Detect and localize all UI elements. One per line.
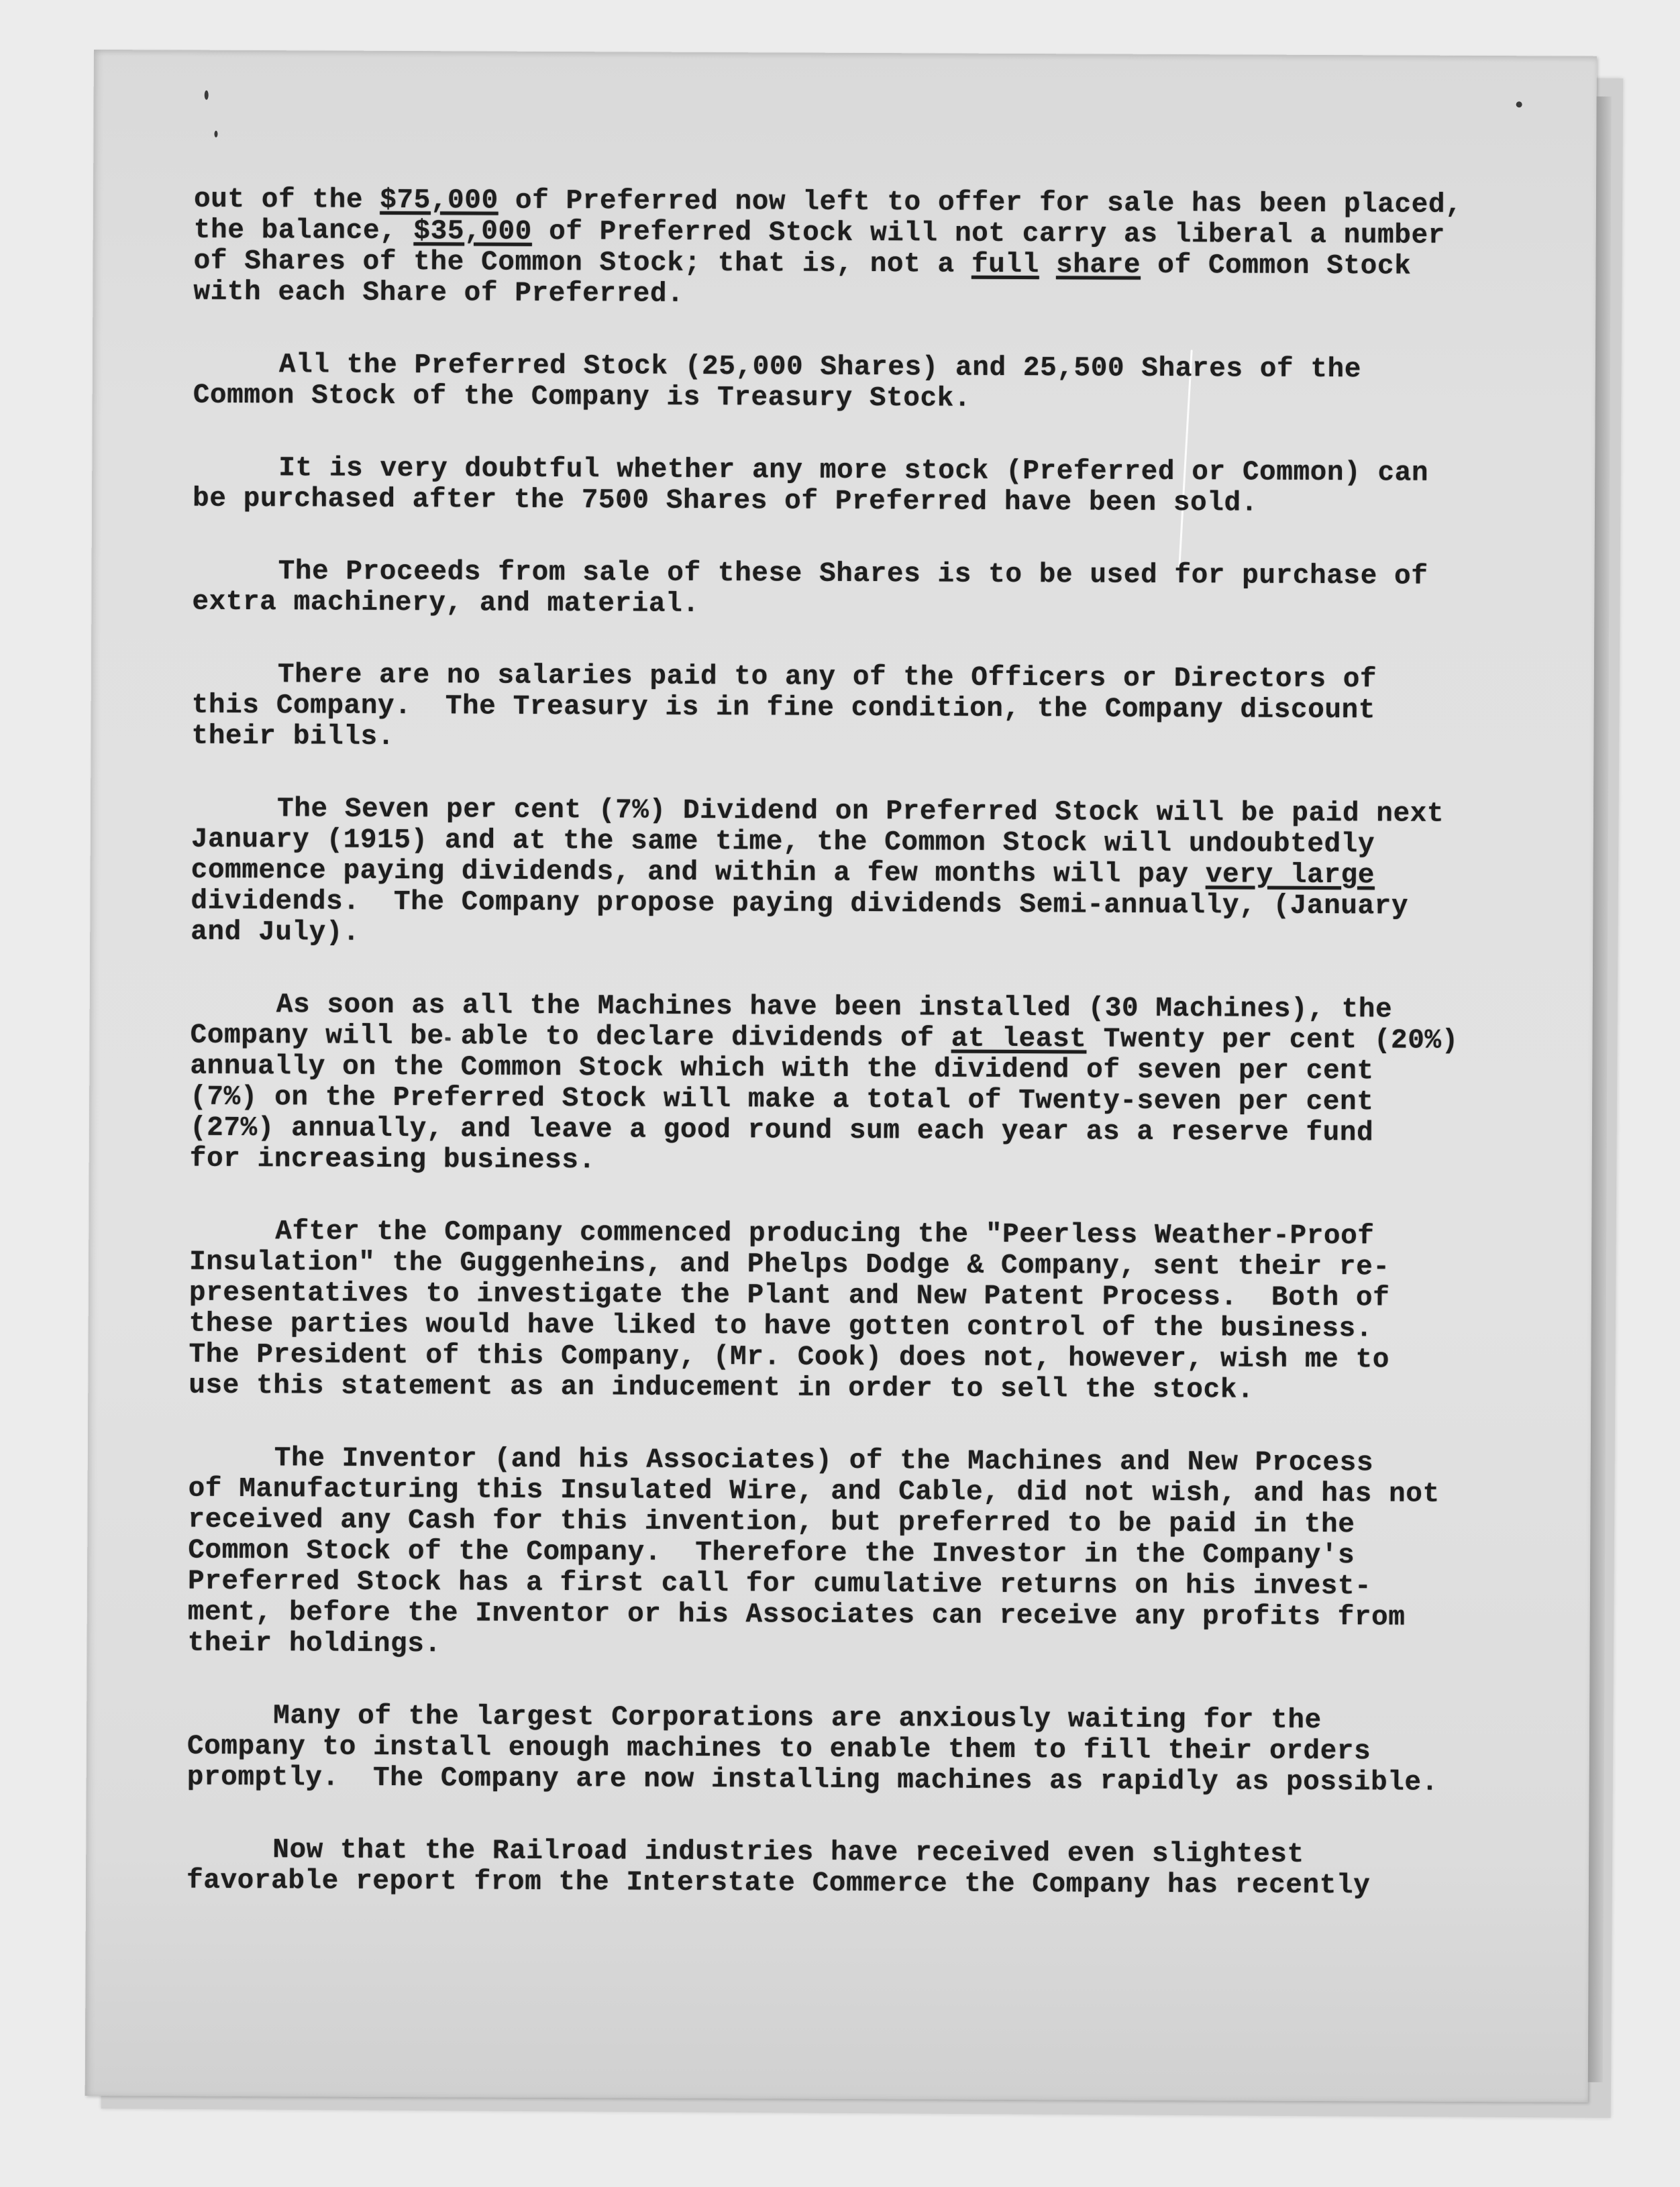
paragraph — [190, 990, 1506, 1181]
text-segment: ment, before the Inventor or his Associates can receive any profits from — [187, 1597, 1406, 1634]
text-segment: The Proceeds from sale of these Shares is to be used for purchase of — [278, 556, 1428, 592]
text-segment: presentatives to investigate the Plant and New Patent Process. Both of — [189, 1277, 1390, 1314]
text-line — [190, 1144, 1505, 1181]
text-segment: Now that the Railroad industries have received even slightest — [272, 1835, 1304, 1870]
paragraph-indent — [189, 1238, 275, 1239]
text-segment: use this statement as an inducement in order to sell the stock. — [189, 1370, 1255, 1406]
text-segment: January (1915) and at the same time, the Common Stock will undoubtedly — [191, 824, 1375, 861]
text-line — [191, 917, 1506, 954]
underlined-phrase: full — [971, 249, 1039, 281]
text-segment: Common Stock of the Company is Treasury Stock. — [193, 380, 972, 415]
ink-speck — [205, 91, 209, 100]
paragraph-indent — [193, 578, 278, 579]
text-line — [187, 1762, 1502, 1799]
document-page — [85, 50, 1597, 2102]
paragraph — [189, 1216, 1504, 1407]
text-segment: (27%) annually, and leave a good round sum each year as a reserve fund — [189, 1112, 1374, 1149]
text-segment: these parties would have liked to have gotten control of the business. — [189, 1308, 1373, 1345]
text-segment: Company to install enough machines to enable them to fill their orders — [187, 1731, 1371, 1768]
text-segment: The President of this Company, (Mr. Cook) does not, however, wish me to — [189, 1339, 1390, 1376]
text-segment: There are no salaries paid to any of the Officers or Directors of — [277, 659, 1377, 696]
text-segment — [1039, 250, 1056, 280]
text-segment: After the Company commenced producing the "Peerless Weather-Proof — [275, 1216, 1375, 1252]
text-segment: received any Cash for this invention, but preferred to be paid in the — [188, 1504, 1355, 1541]
paragraph — [192, 556, 1507, 624]
text-segment: extra machinery, and material. — [192, 586, 700, 620]
text-segment: Company will be able to declare dividends of — [190, 1020, 951, 1055]
text-line — [193, 484, 1508, 521]
text-segment: As soon as all the Machines have been installed (30 Machines), the — [276, 990, 1393, 1026]
paragraph — [193, 453, 1508, 521]
text-segment: of Manufacturing this Insulated Wire, and Cable, did not wish, and has not — [188, 1473, 1440, 1510]
text-segment: dividends. The Company propose paying dividends Semi-annually, (January — [191, 886, 1409, 922]
text-segment: this Company. The Treasury is in fine condition, the Company discount — [191, 690, 1376, 727]
paragraph — [188, 1443, 1504, 1665]
ink-speck — [214, 131, 217, 138]
text-segment: The Seven per cent (7%) Dividend on Preferred Stock will be paid next — [276, 794, 1445, 830]
underlined-phrase: $35,000 — [413, 216, 533, 248]
paragraph-indent — [193, 475, 278, 476]
text-line — [192, 587, 1507, 624]
paragraph — [191, 659, 1507, 758]
text-segment: favorable report from the Interstate Commerce the Company has recently — [186, 1865, 1371, 1902]
text-segment: The Inventor (and his Associates) of the Machines and New Process — [274, 1443, 1374, 1479]
text-segment: with each Share of Preferred. — [193, 276, 684, 310]
text-segment: Common Stock of the Company. Therefore the Investor in the Company's — [188, 1535, 1355, 1572]
text-line — [188, 1628, 1503, 1665]
document-body — [187, 184, 1509, 1944]
paragraph-indent — [187, 1857, 272, 1858]
paragraph-indent — [189, 1465, 274, 1466]
text-segment: of Preferred Stock will not carry as liberal a number — [531, 216, 1446, 252]
text-segment: the balance, — [193, 215, 414, 248]
text-segment: All the Preferred Stock (25,000 Shares) and 25,500 Shares of the — [278, 350, 1362, 386]
paragraph — [187, 1835, 1502, 1903]
text-segment: of Common Stock — [1140, 250, 1412, 282]
text-segment: annually on the Common Stock which with the dividend of seven per cent — [190, 1051, 1374, 1087]
text-segment: out of the — [193, 184, 380, 216]
text-segment: be purchased after the 7500 Shares of Preferred have been sold. — [192, 483, 1259, 519]
ink-speck — [1516, 101, 1522, 107]
paragraph — [193, 350, 1508, 417]
underlined-phrase: $75,000 — [380, 184, 498, 217]
text-segment: It is very doubtful whether any more stock (Preferred or Common) can — [278, 453, 1429, 489]
text-line — [189, 1371, 1504, 1407]
text-segment: of Shares of the Common Stock; that is, not a — [193, 246, 972, 280]
text-segment: promptly. The Company are now installing machines as rapidly as possible. — [187, 1762, 1438, 1799]
paragraph — [191, 794, 1506, 954]
text-segment: their bills. — [191, 721, 395, 753]
text-line — [191, 886, 1506, 923]
text-line — [187, 1866, 1502, 1903]
paragraph — [187, 1701, 1503, 1799]
text-line — [191, 721, 1506, 758]
text-line — [193, 380, 1508, 417]
text-segment: Preferred Stock has a first call for cumulative returns on his invest- — [187, 1566, 1372, 1603]
paragraph — [193, 184, 1509, 314]
underlined-phrase: at least — [951, 1023, 1087, 1055]
text-segment: their holdings. — [187, 1628, 441, 1660]
text-segment: Many of the largest Corporations are anxiously waiting for the — [273, 1701, 1322, 1737]
text-segment: (7%) on the Preferred Stock will make a total of Twenty-seven per cent — [190, 1081, 1374, 1118]
text-segment: Insulation" the Guggenheins, and Phelps Dodge & Company, sent their re- — [189, 1246, 1390, 1283]
text-segment: and July). — [191, 916, 360, 949]
text-segment: Twenty per cent (20%) — [1086, 1024, 1459, 1057]
underlined-phrase: very large — [1205, 859, 1375, 892]
text-line — [193, 277, 1508, 314]
text-segment: of Preferred now left to offer for sale has been placed, — [498, 185, 1463, 221]
text-segment: for increasing business. — [189, 1143, 596, 1177]
underlined-phrase: share — [1055, 250, 1141, 281]
text-segment: commence paying dividends, and within a few months will pay — [191, 855, 1206, 891]
